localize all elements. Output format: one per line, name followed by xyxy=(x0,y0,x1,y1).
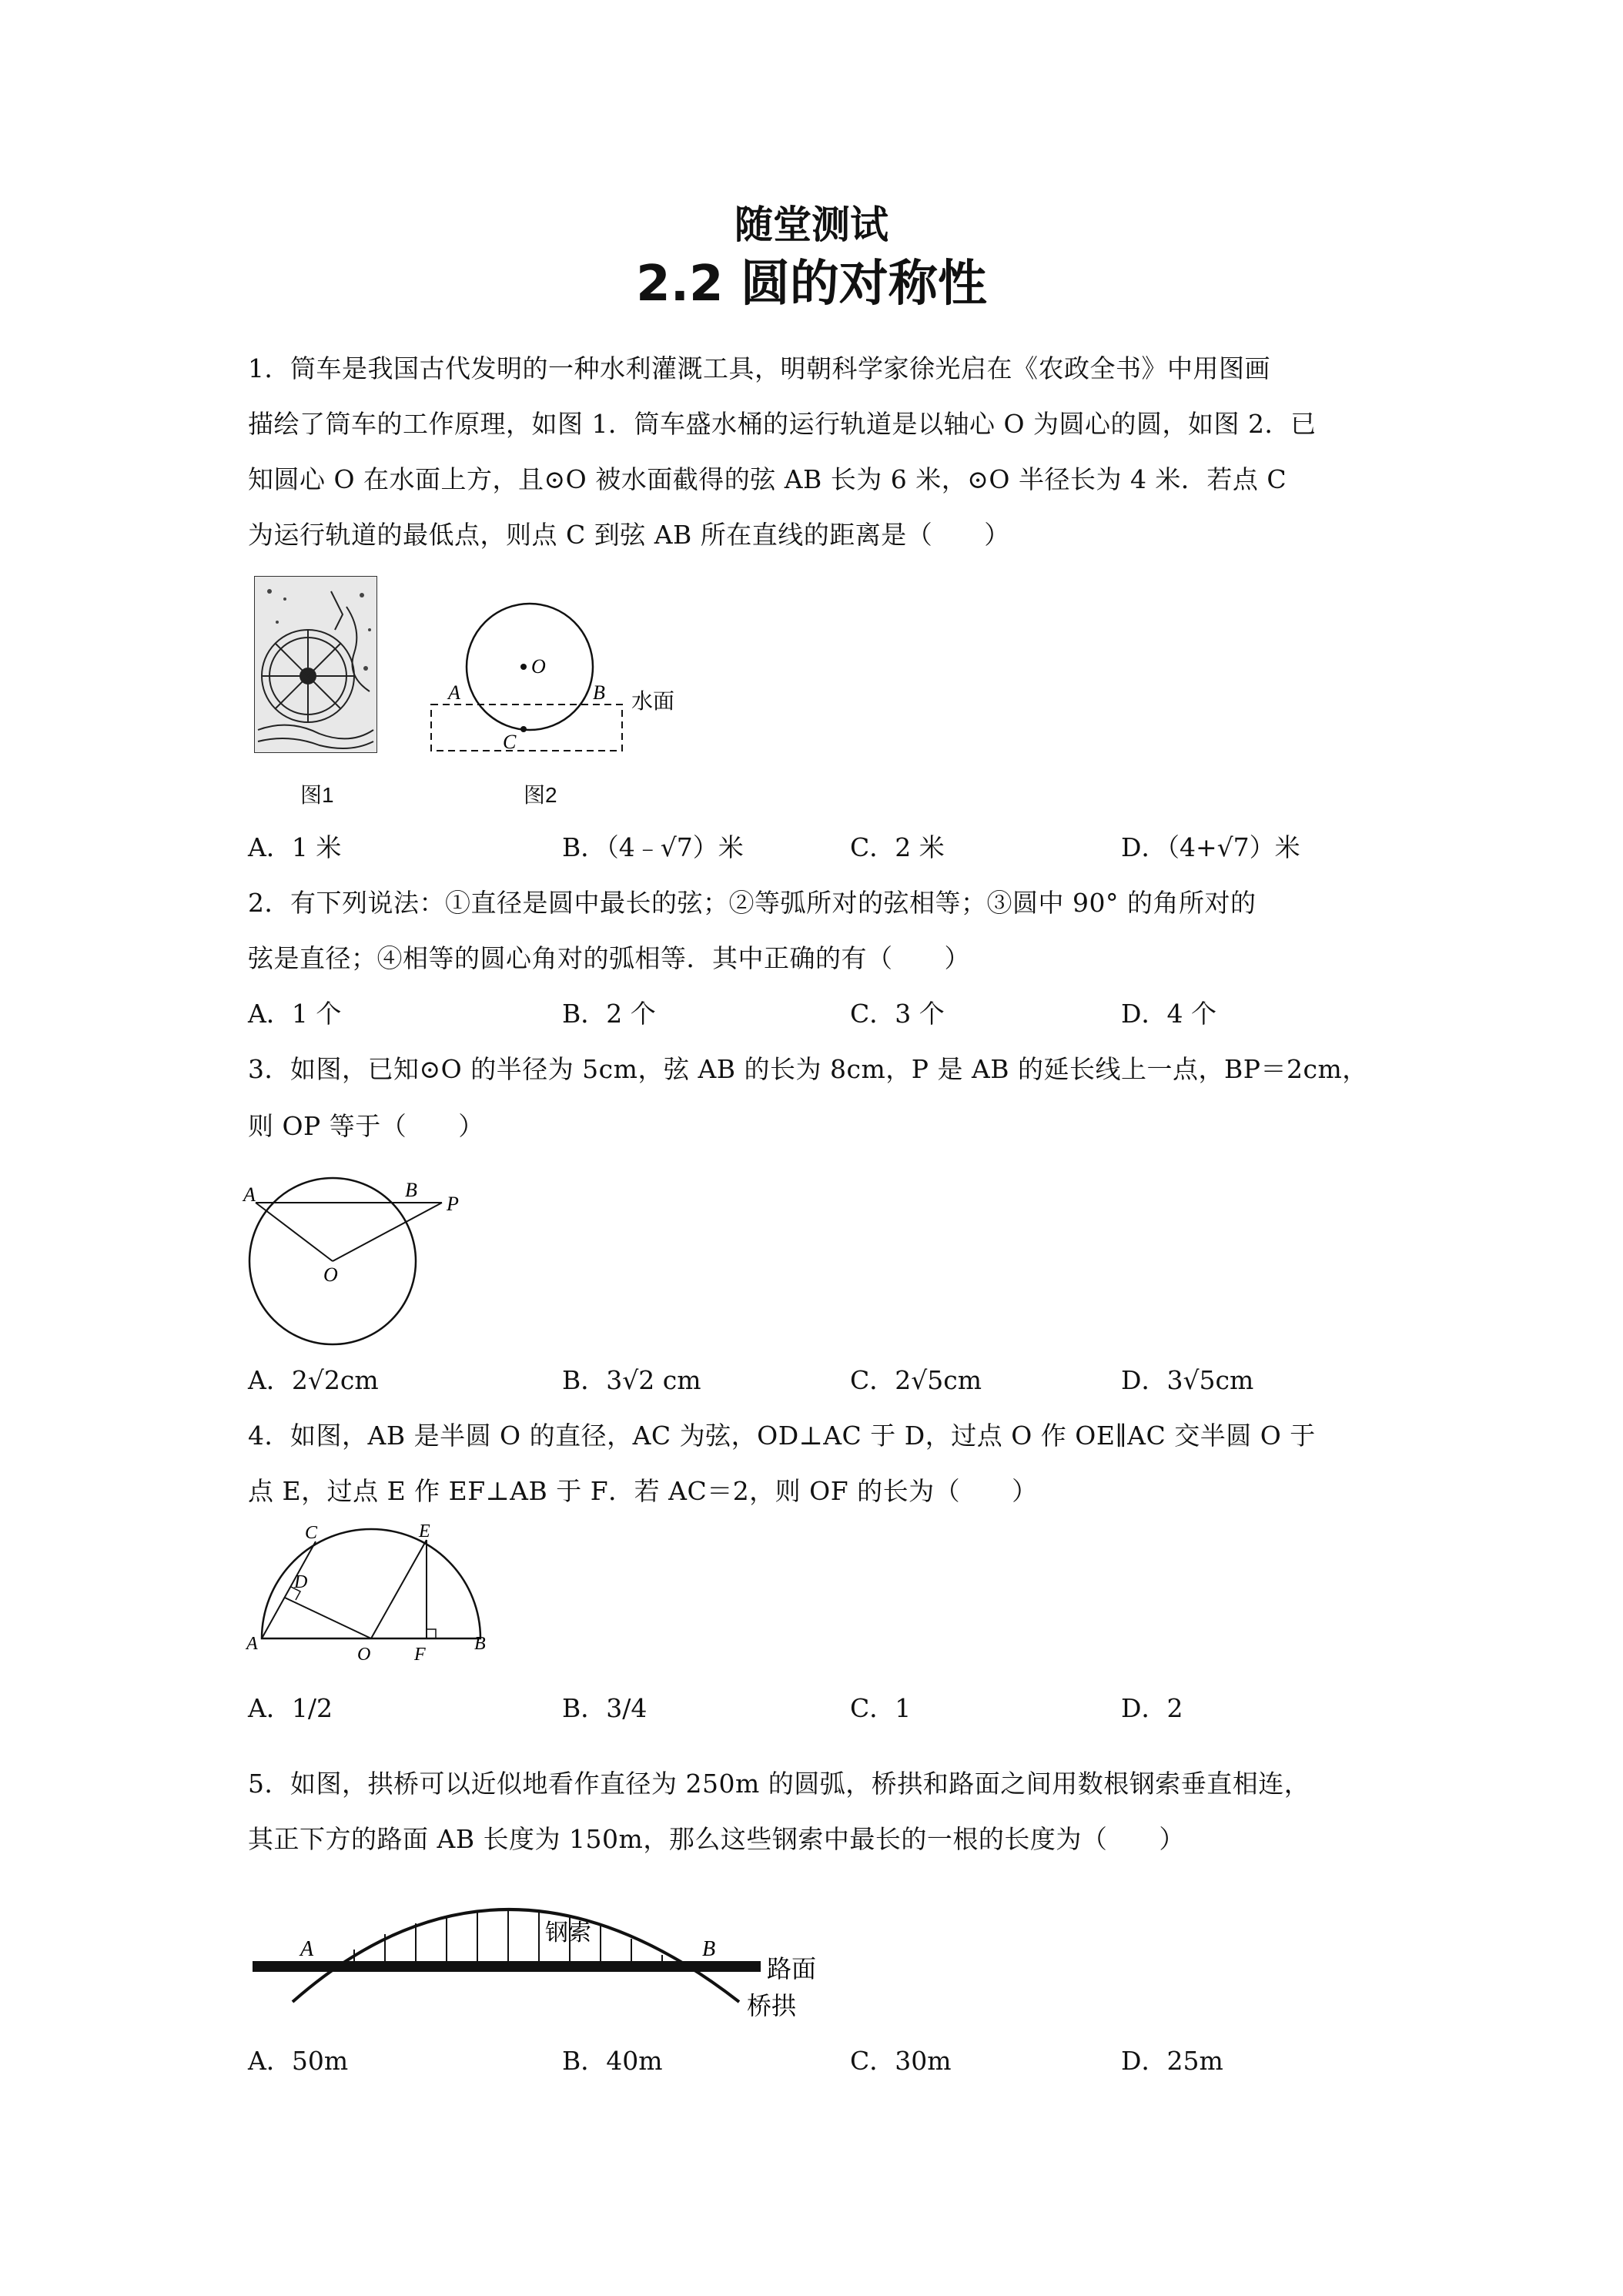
q1-line-3: 知圆心 O 在水面上方，且⊙O 被水面截得的弦 AB 长为 6 米，⊙O 半径长为 4 米．若点 C xyxy=(248,464,1287,494)
q5-option-b[interactable]: B．40m xyxy=(562,2046,663,2076)
q5-option-a[interactable]: A．50m xyxy=(248,2046,349,2076)
fig1-caption: 图1 xyxy=(300,783,334,807)
q5-line-2: 其正下方的路面 AB 长度为 150m，那么这些钢索中最长的一根的长度为（ ） xyxy=(248,1824,1185,1854)
label-C: C xyxy=(503,731,517,753)
q1-line-4: 为运行轨道的最低点，则点 C 到弦 AB 所在直线的距离是（ ） xyxy=(248,520,1010,550)
q5-line-1: 5．如图，拱桥可以近似地看作直径为 250m 的圆弧，桥拱和路面之间用数根钢索垂直相连， xyxy=(248,1769,1310,1799)
q5-option-d[interactable]: D．25m xyxy=(1121,2046,1223,2076)
label-road: 路面 xyxy=(767,1955,817,1983)
q4-option-b[interactable]: B．3/4 xyxy=(562,1693,648,1723)
label-O: O xyxy=(531,655,546,678)
q4-option-d[interactable]: D．2 xyxy=(1121,1693,1183,1723)
label-O: O xyxy=(357,1645,371,1663)
q5-bridge-figure xyxy=(246,1879,862,2033)
water-wheel-illustration xyxy=(254,576,377,753)
q1-option-c[interactable]: C．2 米 xyxy=(850,832,945,862)
q4-option-c[interactable]: C．1 xyxy=(850,1693,912,1723)
label-A: A xyxy=(300,1937,314,1961)
label-water: 水面 xyxy=(631,689,675,713)
label-O: O xyxy=(323,1263,338,1286)
q5-option-c[interactable]: C．30m xyxy=(850,2046,952,2076)
q4-line-2: 点 E，过点 E 作 EF⊥AB 于 F．若 AC＝2，则 OF 的长为（ ） xyxy=(248,1476,1038,1506)
q1-option-b[interactable]: B．（4﹣√7）米 xyxy=(562,832,744,862)
q3-line-2: 则 OP 等于（ ） xyxy=(248,1111,484,1141)
q2-line-2: 弦是直径；④相等的圆心角对的弧相等．其中正确的有（ ） xyxy=(248,943,970,973)
label-A: A xyxy=(246,1634,258,1654)
label-E: E xyxy=(419,1525,430,1541)
q2-option-c[interactable]: C．3 个 xyxy=(850,999,945,1029)
label-arch: 桥拱 xyxy=(747,1992,797,2020)
q3-line-1: 3．如图，已知⊙O 的半径为 5cm，弦 AB 的长为 8cm，P 是 AB 的延长线上一点，BP＝2cm， xyxy=(248,1054,1368,1084)
label-B: B xyxy=(593,681,605,704)
label-B: B xyxy=(405,1179,417,1201)
q2-option-a[interactable]: A．1 个 xyxy=(248,999,342,1029)
fig2-caption: 图2 xyxy=(524,783,557,807)
q2-option-b[interactable]: B．2 个 xyxy=(562,999,656,1029)
q4-option-a[interactable]: A．1/2 xyxy=(248,1693,333,1723)
q2-line-1: 2．有下列说法：①直径是圆中最长的弦；②等弧所对的弦相等；③圆中 90° 的角所对的 xyxy=(248,888,1257,918)
label-F: F xyxy=(414,1645,426,1663)
label-P: P xyxy=(447,1193,459,1215)
q1-line-1: 1．筒车是我国古代发明的一种水利灌溉工具，明朝科学家徐光启在《农政全书》中用图画 xyxy=(248,353,1270,383)
subtitle: 随堂测试 xyxy=(735,202,888,247)
label-D: D xyxy=(294,1572,308,1592)
label-B: B xyxy=(702,1937,716,1961)
label-C: C xyxy=(305,1525,318,1543)
label-cable: 钢索 xyxy=(545,1920,591,1946)
label-A: A xyxy=(243,1183,256,1206)
q4-line-1: 4．如图，AB 是半圆 O 的直径，AC 为弦，OD⊥AC 于 D，过点 O 作 OE∥AC 交半圆 O 于 xyxy=(248,1421,1316,1451)
q3-figure xyxy=(240,1170,494,1347)
q3-option-d[interactable]: D．3√5cm xyxy=(1121,1365,1254,1395)
q1-option-a[interactable]: A．1 米 xyxy=(248,832,342,862)
q2-option-d[interactable]: D．4 个 xyxy=(1121,999,1216,1029)
q3-option-b[interactable]: B．3√2 cm xyxy=(562,1365,701,1395)
q1-line-2: 描绘了筒车的工作原理，如图 1．筒车盛水桶的运行轨道是以轴心 O 为圆心的圆，如图 2．已 xyxy=(248,409,1317,439)
page-title: 2.2 圆的对称性 xyxy=(636,256,987,313)
q3-option-a[interactable]: A．2√2cm xyxy=(248,1365,379,1395)
label-B: B xyxy=(474,1634,486,1654)
q4-figure xyxy=(240,1525,502,1663)
q3-option-c[interactable]: C．2√5cm xyxy=(850,1365,982,1395)
q1-figure-2 xyxy=(423,601,685,762)
q1-option-d[interactable]: D．（4+√7）米 xyxy=(1121,832,1300,862)
label-A: A xyxy=(448,681,460,704)
